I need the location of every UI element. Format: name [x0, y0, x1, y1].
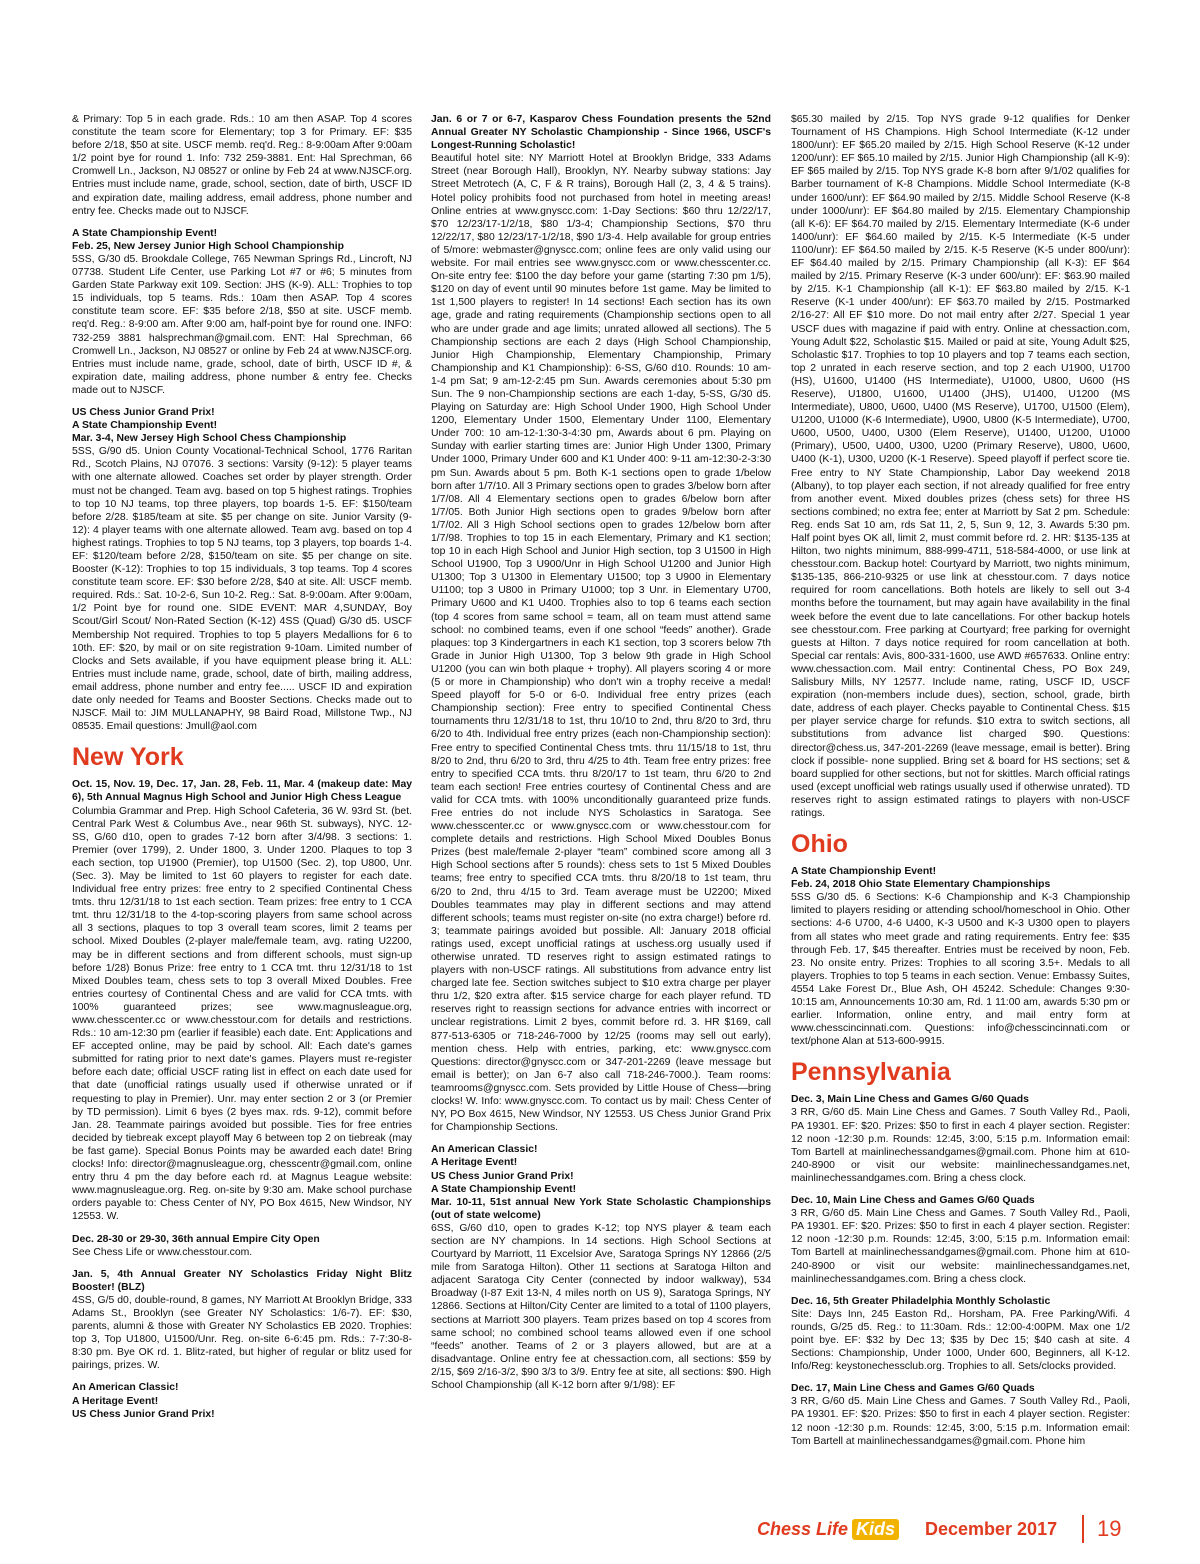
event-listing [72, 778, 412, 1223]
magazine-brand [757, 1519, 899, 1540]
kids-badge: Kids [852, 1519, 899, 1540]
event-listing [72, 1268, 412, 1373]
event-listing [791, 1382, 1130, 1447]
event-listing [791, 865, 1130, 1048]
event-heading: US Chess Junior Grand Prix! A State Championship Event! Mar. 3-4, New Jersey High School Chess Championship [72, 406, 347, 445]
event-details: 5SS G/30 d5. 6 Sections: K-6 Championship and K-3 Championship limited to players residing or attending school/homeschool in Ohio. Other sections: 4-6 U700, 4-6 U400, K-3 U500 and K-3 U300 open to players from all states who meet grade and rating requirements. Entry fee: $35 through Feb. 17, $45 thereafter. Entries must be received by noon, Feb. 23. No onsite entry. Prizes: Trophies to all scoring 3.5+. Medals to all players. Trophies to top 5 teams in each section. Venue: Embassy Suites, 4554 Lake Forest Dr., Blue Ash, OH 45242. Schedule: Changes 9:30-10:15 am, Announcements 10:30 am, Rd. 1 11:00 am, awards 5:30 pm or earlier. Information, online entry, and mail entry form at www.chesscincinnati.com. Questions: info@chesscincinnati.com or text/phone Alan at 513-600-9915. [791, 892, 1130, 1048]
event-heading: Dec. 10, Main Line Chess and Games G/60 Quads [791, 1195, 1035, 1207]
event-heading: A State Championship Event! Feb. 25, New Jersey Junior High School Championship [72, 227, 344, 252]
event-heading: Dec. 28-30 or 29-30, 36th annual Empire City Open [72, 1233, 320, 1245]
state-heading: Ohio [791, 830, 848, 859]
event-details: 4SS, G/5 d0, double-round, 8 games, NY Marriott At Brooklyn Bridge, 333 Adams St., Brooklyn (see Greater NY Scholastics: 1/6-7). EF: $30, parents, alumni & those with Greater NY Scholastics EB 2020. Trophies: top 3, Top U1800, U1500/Unr. Reg. on-site 6-6:45 pm. Rds.: 7-7:30-8-8:30 pm. Bye OK rd. 1. Blitz-rated, but higher of regular or blitz used for pairings, prizes. W. [72, 1294, 412, 1372]
footer-divider [1082, 1515, 1084, 1543]
event-details: 6SS, G/60 d10, open to grades K-12; top NYS player & team each section are NY champions. In 14 sections. High School Sections at Courtyard by Marriott, 11 Excelsior Ave, Saratoga Springs NY 12866 (2/5 mile from Saratoga Hilton). Other 11 sections at Saratoga Hilton and adjacent Saratoga City Center (connected by indoor walkway), 534 Broadway (I-87 Exit 13-N, 4 miles north on US 9), Saratoga Springs, NY 12866. Sections at Hilton/City Center are limited to a total of 1100 players, sections at Marriott 300 players. Team prizes based on top 4 scores from same school; no combined school teams allowed even if one school “feeds” another. Teams of 2 or 3 players allowed, but are at a disadvantage. Online entry fee at chessaction.com, all sections: $59 by 2/15, $69 2/16-3/2, $90 3/3 to 3/9. Entry fee at site, all sections: $90. High School Championship (all K-12 born after 9/1/98): EF [431, 1222, 771, 1391]
event-heading: An American Classic! A Heritage Event! US Chess Junior Grand Prix! [72, 1382, 215, 1420]
event-listing [72, 227, 412, 397]
state-heading: New York [72, 743, 184, 772]
column-left [72, 113, 412, 1498]
event-details: Site: Days Inn, 245 Easton Rd,. Horsham, PA. Free Parking/Wifi. 4 rounds, G/25 d5. Reg.: to 11:30am. Rds.: 12:00-4:00PM. Max one 1/2 point bye. EF: $32 by Dec 13; $35 by Dec 15; $40 cash at site. 4 Sections: Championship, Under 1000, Under 600, Beginners, all K-12. Info/Reg: keystonechessclub.org. Trophies to all. Sets/clocks provided. [791, 1308, 1130, 1373]
page-number: 19 [1097, 1516, 1122, 1541]
event-heading: Dec. 17, Main Line Chess and Games G/60 Quads [791, 1383, 1035, 1395]
state-heading: Pennsylvania [791, 1058, 951, 1087]
event-heading: Jan. 6 or 7 or 6-7, Kasparov Chess Foundation presents the 52nd Annual Greater NY Scholastic Championship - Since 1966, USCF's Longest-Running Scholastic! [431, 114, 771, 152]
event-listing [431, 1143, 771, 1392]
column-middle [431, 113, 771, 1498]
event-heading: Dec. 3, Main Line Chess and Games G/60 Quads [791, 1094, 1029, 1106]
event-heading: Jan. 5, 4th Annual Greater NY Scholastics Friday Night Blitz Booster! (BLZ) [72, 1268, 412, 1293]
event-details: 3 RR, G/60 d5. Main Line Chess and Games. 7 South Valley Rd., Paoli, PA 19301. EF: $20. Prizes: $50 to first in each 4 player section. Register: 12 noon -12:30 p.m. Rounds: 12:45, 3:00, 5:15 p.m. Information email: Tom Bartell at mainlinechessandgames@gmail.com. Phone him at 610-240-8900 or visit our website: mainlinechessandgames.net, mainlinechessandgames.com. Bring a chess clock. [791, 1208, 1130, 1285]
page-footer [757, 1515, 1177, 1547]
event-heading: Oct. 15, Nov. 19, Dec. 17, Jan. 28, Feb. 11, Mar. 4 (makeup date: May 6), 5th Annual Magnus High School and Junior High Chess League [72, 779, 412, 804]
event-details: $65.30 mailed by 2/15. Top NYS grade 9-12 qualifies for Denker Tournament of HS Champions. High School Intermediate (K-12 under 1800/unr): EF $65.20 mailed by 2/15. High School Reserve (K-12 under 1200/unr): EF $65.10 mailed by 2/15. Junior High Championship (all K-9): EF $65 mailed by 2/15. Top NYS grade K-8 born after 9/1/02 qualifies for Barber tournament of K-8 Champions. Middle School Intermediate (K-8 under 1600/unr): EF $64.90 mailed by 2/15. Middle School Reserve (K-8 under 1000/unr): EF $64.80 mailed by 2/15. Elementary Championship (all K-6): EF $64.70 mailed by 2/15. Elementary Intermediate (K-6 under 1400/unr): EF $64.60 mailed by 2/15. K-5 Intermediate (K-5 under 1100/unr): EF $64.50 mailed by 2/15. K-5 Reserve (K-5 under 800/unr): EF $64.40 mailed by 2/15. Primary Championship (all K-3): EF $64 mailed by 2/15. Primary Reserve (K-3 under 600/unr): EF: $63.90 mailed by 2/15. K-1 Championship (all K-1): EF $63.80 mailed by 2/15. K-1 Reserve (K-1 under 400/unr): EF $63.70 mailed by 2/15. Postmarked 2/16-27: All EF $10 more. Do not mail entry after 2/27. Special 1 year USCF dues with magazine if paid with entry. Online at chessaction.com, Young Adult $22, Scholastic $15. Mailed or paid at site, Young Adult $25, Scholastic $17. Trophies to top 10 players and top 7 teams each section, top 2 unrated in each reserve section, and top 2 each U1900, U1700 (HS), U1600, U1400 (HS Intermediate), U1000, U800, U600 (HS Reserve), U1800, U1600, U1400 (JHS), U1400, U1200 (MS Intermediate), U800, U600, U400 (MS Reserve), U1700, U1500 (Elem), U1200, U1000 (K-6 Intermediate), U900, U800 (K-5 Intermediate), U700, U600, U500, U400, U300 (Elem Reserve), U1400, U1200, U1000 (Primary), U500, U400, U300, U200 (Primary Reserve), U800, U600, U400 (K-1), U300, U200 (K-1 Reserve). Speed playoff if perfect score tie. Free entry to NY State Championship, Labor Day weekend 2018 (Albany), to top player each section, if not already qualified for free entry from another event. Mixed doubles prizes (chess sets) for three HS sections combined; no extra fee; enter at Marriott by Sat 2 pm. Schedule: Reg. ends Sat 10 am, rds Sat 11, 2, 5, Sun 9, 12, 3. Awards 5:30 pm. Half point byes OK all, limit 2, must commit before rd. 2. HR: $135-135 at Hilton, two nights minimum, 888-999-4711, 518-584-4000, or use link at chesstour.com. Backup hotel: Courtyard by Marriott, two nights minimum, $135-135, 866-210-9325 or use link at chesstour.com. 7 days notice required for room cancellations. Both hotels are likely to sell out 3-4 months before the tournament, but may again have availability in the final week before the event due to late cancellations. For other backup hotels see chesstour.com. Free parking at Courtyard; free parking for overnight guests at Hilton. 7 days notice required for room cancellation at both. Special car rentals: Avis, 800-331-1600, use AWD #657633. Online entry: www.chessaction.com. Mail entry: Continental Chess, PO Box 249, Salisbury Mills, NY 12577. Include name, rating, USCF ID, USCF expiration (non-members include dues), section, school, grade, birth date, address of each player. Checks payable to Continental Chess. $15 per player service charge for refunds. $10 extra to switch sections, all substitutions from advance list charged $90. Questions: director@chess.us, 347-201-2269 (leave message, email is better). Bring clock if possible- none supplied. Bring set & board for HS sections; set & board supplied for other sections, but not for skittles. March official ratings used (except unofficial web ratings usually used if otherwise unrated). TD reserves right to assign estimated ratings to players with non-USCF ratings. [791, 114, 1130, 819]
event-details: See Chess Life or www.chesstour.com. [72, 1246, 253, 1258]
event-listing [791, 1194, 1130, 1286]
event-listing [791, 1295, 1130, 1374]
event-heading: A State Championship Event! Feb. 24, 2018 Ohio State Elementary Championships [791, 866, 1051, 891]
event-listing [431, 113, 771, 1134]
event-details: 3 RR, G/60 d5. Main Line Chess and Games. 7 South Valley Rd., Paoli, PA 19301. EF: $20. Prizes: $50 to first in each 4 player section. Register: 12 noon -12:30 p.m. Rounds: 12:45, 3:00, 5:15 p.m. Information email: Tom Bartell at mainlinechessandgames@gmail.com. Phone him at 610-240-8900 or visit our website: mainlinechessandgames.net, mainlinechessandgames.com. Bring a chess clock. [791, 1107, 1130, 1184]
event-listing [72, 406, 412, 733]
event-details: 5SS, G/30 d5. Brookdale College, 765 Newman Springs Rd., Lincroft, NJ 07738. Student Life Center, use Parking Lot #7 or #6; 5 minutes from Garden State Parkway exit 109. Section: JHS (K-9). ALL: Trophies to top 15 individuals, top 5 teams. Rds.: 10am then ASAP. Top 4 scores constitute team score. EF: $35 before 2/18, $50 at site. USCF memb. req'd. Reg.: 8-9:00 am. After 9:00 am, half-point bye for round one. INFO: 732-259 3881 halsprechman@gmail.com. ENT: Hal Sprechman, 66 Cromwell Ln., Jackson, NJ 08527 or online by Feb 24 at www.NJSCF.org. Entries must include name, grade, school, date of birth, USCF ID #, & expiration date, mailing address, phone number & entry fee. Checks made out to NJSCF. [72, 253, 412, 396]
event-details: & Primary: Top 5 in each grade. Rds.: 10 am then ASAP. Top 4 scores constitute the team score for Elementary; top 3 for Primary. EF: $35 before 2/18, $50 at site. USCF memb. req'd. Reg.: 8-9:00am After 9:00am 1/2 point bye for round 1. Info: 732 259-3881. Ent: Hal Sprechman, 66 Cromwell Ln., Jackson, NJ 08527 or online by Feb 24 at www.NJSCF.org. Entries must include name, grade, school, section, date of birth, USCF ID and expiration date, mailing address, email address, phone number and entry fee. Checks made out to NJSCF. [72, 114, 412, 217]
event-listing [791, 1093, 1130, 1185]
event-listing [72, 1233, 412, 1259]
issue-date: December 2017 [925, 1519, 1058, 1539]
event-details: 5SS, G/90 d5. Union County Vocational-Technical School, 1776 Raritan Rd., Scotch Plains, NJ 07076. 3 sections: Varsity (9-12): 5 player teams with one alternate allowed. Coaches set order by player strength. Order must not be changed. Team avg. based on top 5 highest ratings. Trophies to top 10 NJ teams, top three players, top boards 1-5. EF: $150/team before 2/28. $185/team at site. $5 per change on site. Junior Varsity (9-12): 4 player teams with one alternate allowed. Team avg. based on top 4 highest ratings. Trophies to top 5 NJ teams, top 3 players, top boards 1-4. EF: $120/team before 2/28, $150/team on site. $5 per change on site. Booster (K-12): Trophies to top 15 individuals, 3 top teams. Top 4 scores constitute team score. EF: $30 before 2/28, $40 at site. All: USCF memb. required. Rds.: Sat. 10-2-6, Sun 10-2. Reg.: Sat. 8-9:00am. After 9:00am, 1/2 Point bye for round one. SIDE EVENT: MAR 4,SUNDAY, Boy Scout/Girl Scout/ Non-Rated Section (K-12) 4SS (Quad) G/30 d5. USCF Membership Not required. Trophies to top 5 players Medallions for 6 to 10th. EF: $20, by mail or on site registration 9-10am. Limited number of Clocks and Sets available, if you have equipment please bring it. ALL: Entries must include name, grade, school, date of birth, mailing address, email address, phone number and entry fee..... USCF ID and expiration date only needed for Teams and Booster Sections. Checks made out to NJSCF. Mail to: JIM MULLANAPHY, 98 Baird Road, Millstone Twp., NJ 08535. Email questions: Jmull@aol.com [72, 446, 412, 733]
event-details: Columbia Grammar and Prep. High School Cafeteria, 36 W. 93rd St. (bet. Central Park West & Columbus Ave., near 96th St. subways), NYC. 12-SS, G/60 d10, open to grades 7-12 born after 3/4/98. 3 sections: 1. Premier (over 1799), 2. Under 1800, 3. Under 1200. Plaques to top 3 each section, top U1900 (Premier), top U1500 (Sec. 2), top U800, Unr. (Sec. 3). May be limited to 1st 60 players to register for each date. Individual free entry prizes: free entry to 2 specified Continental Chess tmts. thru 12/31/18 to 1st each section. Team prizes: free entry to 1 CCA tmt. thru 12/31/18 to the 4-top-scoring players from same school across all 3 sections, plaques to top 3 overall team scores, limit 2 teams per school. Mixed Doubles (2-player male/female team, avg. rating U2200, may be in different sections and from different schools, must sign-up before 1/28) Bonus Prize: free entry to 1 CCA tmt. thru 12/31/18 to 1st Mixed Doubles team, chess sets to top 3 overall Mixed Doubles. Free entries courtesy of Continental Chess and are valid for CCA tmts. with 100% guaranteed prizes; see www.magnusleague.org, www.chesscenter.cc or www.chesstour.com for details and restrictions. Rds.: 10 am-12:30 pm (earlier if feasible) each date. Ent: Applications and EF accepted online, may be paid by school. All: Each date's games submitted for rating prior to next date's games. Players must re-register before each date; official USCF rating list in effect on each date used for that date (unofficial ratings usually used if otherwise unrated or if requesting to play in Premier). Unr. may enter section 2 or 3 (or Premier by TD permission). Limit 6 byes (2 byes max. rds. 9-12), commit before Jan. 28. Teammate pairings avoided but possible. Ties for free entries decided by tiebreak except playoff May 6 between top 2 on tiebreak (may be fast game). Special Bonus Points may be awarded each date! Bring clocks! Info: director@magnusleague.org, chesscentr@gmail.com, online entry thru 4 pm the day before each rd. at Magnus League website: www.magnusleague.org. Reg. on-site by 9:30 am. Make school purchase orders payable to: Chess Center of NY, PO Box 4615, New Windsor, NY 12553. W. [72, 805, 412, 1223]
column-right [791, 113, 1130, 1498]
brand-name: Chess Life [757, 1519, 849, 1539]
event-heading: Dec. 16, 5th Greater Philadelphia Monthly Scholastic [791, 1295, 1051, 1307]
event-heading: An American Classic! A Heritage Event! US Chess Junior Grand Prix! A State Championship Event! Mar. 10-11, 51st annual New York State Scholastic Championships (out of state welcome) [431, 1144, 771, 1221]
event-details: 3 RR, G/60 d5. Main Line Chess and Games. 7 South Valley Rd., Paoli, PA 19301. EF: $20. Prizes: $50 to first in each 4 player section. Register: 12 noon -12:30 p.m. Rounds: 12:45, 3:00, 5:15 p.m. Information email: Tom Bartell at mainlinechessandgames@gmail.com. Phone him [791, 1396, 1130, 1447]
event-details: Beautiful hotel site: NY Marriott Hotel at Brooklyn Bridge, 333 Adams Street (near Borough Hall), Brooklyn, NY. Nearby subway stations: Jay Street Metrotech (A, C, F & R trains), Borough Hall (2, 3, 4 & 5 trains). Hotel policy prohibits food not purchased from hotel in meeting areas! Online entries at www.gnyscc.com: 1-Day Sections: $60 thru 12/22/17, $70 12/23/17-1/2/18, $80 1/3-4; Championship Sections, $70 thru 12/22/17, $80 12/23/17-1/2/18, $90 1/3-4. Help available for group entries of 5/more: webmaster@gnyscc.com; online fees are only valid using our website. For mail entries see www.gnyscc.com or www.chesscenter.cc. On-site entry fee: $100 the day before your game (starting 7:30 pm 1/5), $120 on day of event until 90 minutes before 1st game. May be limited to 1st 1,500 players to register! In 14 sections! Each section has its own age, grade and rating requirements (Championship sections open to all who are under grade and age limits; unrated allowed all sections). The 5 Championship sections are each 2 days (High School Championship, Junior High Championship, Elementary Championship, Primary Championship and K1 Championship): 6-SS, G/60 d10. Rounds: 10 am-1-4 pm Sat; 9 am-12-2:45 pm Sun. Awards ceremonies about 5:30 pm Sun. The 9 non-Championship sections are each 1-day, 5-SS, G/30 d5. Playing on Saturday are: High School Under 1900, High School Under 1200, Elementary Under 1500, Elementary Under 1100, Elementary Under 700: 10 am-12-1:30-3-4:30 pm, Awards about 6 pm. Playing on Sunday with earlier starting times are: Junior High Under 1300, Primary Under 1000, Primary Under 600 and K1 Under 400: 9-11 am-12:30-2-3:30 pm Sun. Awards about 5 pm. Both K-1 sections open to grade 1/below born after 1/7/10. All 3 Primary sections open to grades 3/below born after 1/7/08. All 4 Elementary sections open to grades 6/below born after 1/7/05. Both Junior High sections open to grades 9/below born after 1/7/02. All 3 High School sections open to grades 12/below born after 1/7/98. Trophies to top 15 in each Elementary, Primary and K1 section; top 10 in each High School and Junior High section, top 3 U1500 in High School U1900, Top 3 U900/Unr in High School U1200 and Junior High U1300; Top 3 U1300 in Elementary U1500; top 3 U900 in Elementary U1100; top 3 U800 in Primary U1000; top 3 Unr. in Elementary U700, Primary U600 and K1 U400. Trophies also to top 6 teams each section (top 4 scores from same school = team, all on team must attend same school: no combined teams, even if one school “feeds” another). Grade plaques: top 3 Kindergartners in each K1 section, top 3 scorers below 7th Grade in Junior High U1300, Top 3 below 9th grade in High School U1200 (you can win both plaque + trophy). All players scoring 4 or more (5 or more in Championship) who don't win a trophy receive a medal! Speed playoff for 5-0 or 6-0. Individual free entry prizes (each Championship section): Free entry to specified Continental Chess tournaments thru 12/31/18 to 1st, thru 10/10 to 2nd, thru 8/20 to 3rd, thru 6/20 to 4th. Individual free entry prizes (each non-Championship section): Free entry to specified Continental Chess tmts. thru 11/15/18 to 1st, thru 8/20 to 2nd, thru 6/20 to 3rd, thru 4/25 to 4th. Team free entry prizes: free entry to specified CCA tmts. thru 8/20/17 to 1st team, thru 6/20 to 2nd team each section! Free entries courtesy of Continental Chess and are valid for CCA tmts. with 100% unconditionally guaranteed prize funds. Free entries do not include NYS Scholastics in Saratoga. See www.chesscenter.cc or www.gnyscc.com or www.chesstour.com for complete details and restrictions. High School Mixed Doubles Bonus Prizes (best male/female 2-player “team” combined score among all 3 High School sections after 5 rounds): chess sets to 1st 5 Mixed Doubles teams; free entry to specified CCA tmts. thru 8/20/18 to 1st team, thru 6/20 to 2nd, thru 4/15 to 3rd. Team average must be U2200; Mixed Doubles teammates may play in different sections and may attend different schools; teams must register on-site (no extra charge!) before rd. 3; teammate pairings avoided but possible. All: January 2018 official ratings used, except unofficial ratings at uschess.org usually used if otherwise unrated. TD reserves right to assign estimated ratings to players with non-USCF ratings. All substitutions from advance entry list charged late fee. Section switches subject to $10 extra charge per player thru 1/2, $20 extra after. $15 service charge for each player refund. TD reserves right to reassign sections for advance entries with incorrect or unclear registrations. Limit 2 byes, commit before rd. 3. HR $169, call 877-513-6305 or 718-246-7000 by 12/25 (rooms may sell out early), mention chess. Help with entries, parking, etc: www.gnyscc.com Questions: director@gnyscc.com or 347-201-2269 (leave message but email is better); on Jan 6-7 also call 718-246-7000.). Team rooms: teamrooms@gnyscc.com. Sets provided by Little House of Chess—bring clocks! W. Info: www.gnyscc.com. To contact us by mail: Chess Center of NY, PO Box 4615, New Windsor, NY 12553. US Chess Junior Grand Prix for Championship Sections. [431, 153, 771, 1134]
